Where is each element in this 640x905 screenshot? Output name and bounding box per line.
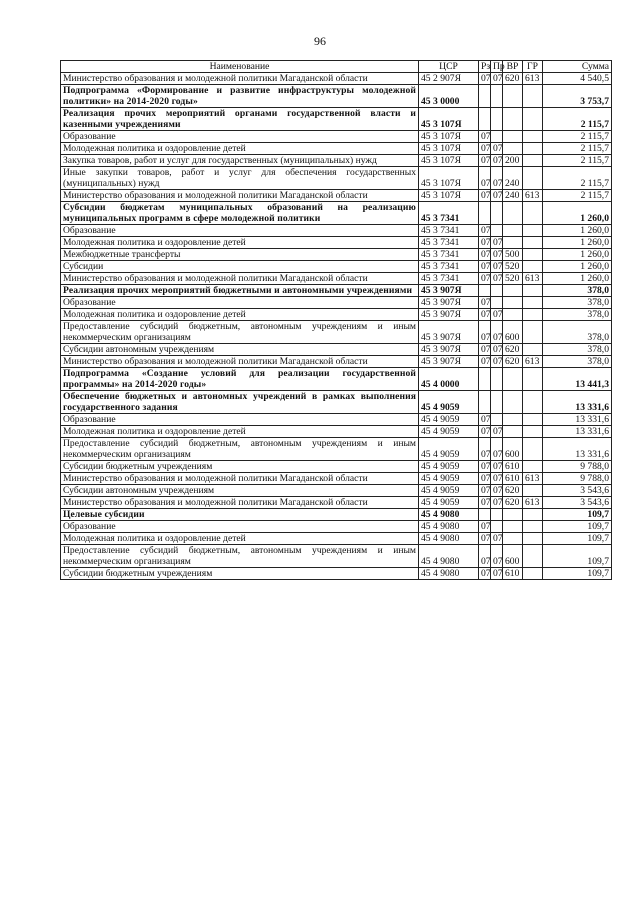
cell-sum: 378,0 xyxy=(543,285,612,297)
cell-csr: 45 4 9059 xyxy=(419,485,479,497)
cell-gr xyxy=(523,485,543,497)
cell-rz: 07 xyxy=(479,545,491,568)
cell-pr: 07 xyxy=(491,545,503,568)
cell-csr: 45 4 9059 xyxy=(419,438,479,461)
table-row xyxy=(61,485,612,497)
cell-sum: 2 115,7 xyxy=(543,143,612,155)
table-row xyxy=(61,545,612,568)
cell-gr xyxy=(523,143,543,155)
cell-sum: 2 115,7 xyxy=(543,155,612,167)
cell-name: Целевые субсидии xyxy=(61,509,419,521)
cell-name: Министерство образования и молодежной политики Магаданской области xyxy=(61,356,419,368)
cell-csr: 45 3 907Я xyxy=(419,344,479,356)
cell-vr: 600 xyxy=(503,545,523,568)
table-row xyxy=(61,85,612,108)
cell-rz: 07 xyxy=(479,533,491,545)
cell-rz: 07 xyxy=(479,497,491,509)
table-row xyxy=(61,237,612,249)
cell-rz: 07 xyxy=(479,309,491,321)
table-row xyxy=(61,309,612,321)
cell-rz: 07 xyxy=(479,155,491,167)
cell-csr: 45 4 9059 xyxy=(419,473,479,485)
cell-sum: 9 788,0 xyxy=(543,473,612,485)
cell-pr xyxy=(491,414,503,426)
cell-rz xyxy=(479,368,491,391)
cell-sum: 378,0 xyxy=(543,344,612,356)
cell-pr xyxy=(491,85,503,108)
cell-rz xyxy=(479,285,491,297)
cell-sum: 1 260,0 xyxy=(543,237,612,249)
cell-pr xyxy=(491,225,503,237)
cell-rz: 07 xyxy=(479,414,491,426)
table-row xyxy=(61,249,612,261)
table-row xyxy=(61,261,612,273)
cell-vr: 620 xyxy=(503,497,523,509)
cell-name: Реализация прочих мероприятий органами государственной власти и казенными учреждениями xyxy=(61,108,419,131)
cell-pr: 07 xyxy=(491,473,503,485)
cell-sum: 1 260,0 xyxy=(543,261,612,273)
cell-vr: 600 xyxy=(503,321,523,344)
table-row xyxy=(61,414,612,426)
cell-vr: 520 xyxy=(503,261,523,273)
cell-sum: 2 115,7 xyxy=(543,108,612,131)
cell-sum: 1 260,0 xyxy=(543,202,612,225)
cell-vr: 620 xyxy=(503,344,523,356)
cell-gr xyxy=(523,167,543,190)
cell-sum: 3 753,7 xyxy=(543,85,612,108)
cell-name: Образование xyxy=(61,131,419,143)
cell-vr xyxy=(503,533,523,545)
cell-gr xyxy=(523,202,543,225)
cell-name: Образование xyxy=(61,297,419,309)
header-sum: Сумма xyxy=(543,61,612,73)
header-vr: ВР xyxy=(503,61,523,73)
cell-name: Молодежная политика и оздоровление детей xyxy=(61,143,419,155)
cell-pr: 07 xyxy=(491,237,503,249)
cell-csr: 45 3 907Я xyxy=(419,297,479,309)
cell-rz: 07 xyxy=(479,344,491,356)
cell-rz xyxy=(479,108,491,131)
table-row xyxy=(61,297,612,309)
table-row xyxy=(61,155,612,167)
cell-sum: 1 260,0 xyxy=(543,273,612,285)
cell-gr xyxy=(523,131,543,143)
cell-pr xyxy=(491,202,503,225)
cell-sum: 2 115,7 xyxy=(543,167,612,190)
cell-csr: 45 4 9080 xyxy=(419,545,479,568)
cell-sum: 378,0 xyxy=(543,297,612,309)
cell-csr: 45 4 9080 xyxy=(419,533,479,545)
cell-pr xyxy=(491,368,503,391)
cell-name: Обеспечение бюджетных и автономных учреждений в рамках выполнения государственного задания xyxy=(61,391,419,414)
cell-gr xyxy=(523,225,543,237)
cell-gr xyxy=(523,297,543,309)
table-header-row xyxy=(61,61,612,73)
cell-name: Предоставление субсидий бюджетным, автономным учреждениям и иным некоммерческим организациям xyxy=(61,438,419,461)
cell-csr: 45 4 9080 xyxy=(419,568,479,580)
table-row xyxy=(61,356,612,368)
cell-pr: 07 xyxy=(491,533,503,545)
table-row xyxy=(61,321,612,344)
table-row xyxy=(61,473,612,485)
cell-gr: 613 xyxy=(523,273,543,285)
cell-csr: 45 3 7341 xyxy=(419,273,479,285)
cell-gr xyxy=(523,344,543,356)
cell-gr xyxy=(523,509,543,521)
cell-pr: 07 xyxy=(491,167,503,190)
cell-gr xyxy=(523,309,543,321)
cell-pr: 07 xyxy=(491,568,503,580)
cell-pr: 07 xyxy=(491,485,503,497)
cell-vr xyxy=(503,297,523,309)
cell-rz: 07 xyxy=(479,426,491,438)
table-row xyxy=(61,202,612,225)
cell-gr xyxy=(523,368,543,391)
table-row xyxy=(61,190,612,202)
cell-csr: 45 3 107Я xyxy=(419,155,479,167)
cell-gr: 613 xyxy=(523,190,543,202)
cell-csr: 45 4 9059 xyxy=(419,391,479,414)
header-name: Наименование xyxy=(61,61,419,73)
table-row xyxy=(61,108,612,131)
cell-pr xyxy=(491,509,503,521)
cell-rz: 07 xyxy=(479,237,491,249)
cell-gr: 613 xyxy=(523,497,543,509)
cell-gr: 613 xyxy=(523,473,543,485)
cell-pr: 07 xyxy=(491,261,503,273)
cell-rz: 07 xyxy=(479,321,491,344)
cell-pr: 07 xyxy=(491,426,503,438)
cell-name: Закупка товаров, работ и услуг для государственных (муниципальных) нужд xyxy=(61,155,419,167)
cell-name: Образование xyxy=(61,225,419,237)
cell-vr: 600 xyxy=(503,438,523,461)
cell-csr: 45 3 7341 xyxy=(419,261,479,273)
cell-gr xyxy=(523,414,543,426)
cell-vr: 240 xyxy=(503,167,523,190)
cell-pr: 07 xyxy=(491,356,503,368)
cell-csr: 45 3 107Я xyxy=(419,190,479,202)
table-row xyxy=(61,143,612,155)
table-row xyxy=(61,426,612,438)
cell-vr xyxy=(503,202,523,225)
cell-name: Субсидии автономным учреждениям xyxy=(61,485,419,497)
cell-gr xyxy=(523,521,543,533)
cell-vr xyxy=(503,237,523,249)
cell-sum: 3 543,6 xyxy=(543,485,612,497)
cell-rz xyxy=(479,509,491,521)
cell-name: Субсидии бюджетам муниципальных образований на реализацию муниципальных программ в сфере молодежной политики xyxy=(61,202,419,225)
cell-csr: 45 4 9059 xyxy=(419,497,479,509)
cell-sum: 109,7 xyxy=(543,533,612,545)
cell-vr: 240 xyxy=(503,190,523,202)
table-row xyxy=(61,521,612,533)
cell-gr xyxy=(523,237,543,249)
cell-csr: 45 3 907Я xyxy=(419,285,479,297)
cell-sum: 378,0 xyxy=(543,356,612,368)
cell-name: Подпрограмма «Формирование и развитие инфраструктуры молодежной политики» на 2014-2020 годы» xyxy=(61,85,419,108)
cell-rz: 07 xyxy=(479,356,491,368)
cell-name: Субсидии xyxy=(61,261,419,273)
cell-sum: 378,0 xyxy=(543,309,612,321)
table-row xyxy=(61,509,612,521)
cell-pr: 07 xyxy=(491,344,503,356)
cell-rz: 07 xyxy=(479,131,491,143)
cell-csr: 45 3 7341 xyxy=(419,237,479,249)
cell-name: Иные закупки товаров, работ и услуг для обеспечения государственных (муниципальных) нужд xyxy=(61,167,419,190)
cell-sum: 3 543,6 xyxy=(543,497,612,509)
cell-sum: 109,7 xyxy=(543,545,612,568)
cell-csr: 45 4 9059 xyxy=(419,461,479,473)
cell-gr xyxy=(523,155,543,167)
cell-name: Предоставление субсидий бюджетным, автономным учреждениям и иным некоммерческим организациям xyxy=(61,545,419,568)
cell-rz xyxy=(479,202,491,225)
cell-rz: 07 xyxy=(479,73,491,85)
cell-pr: 07 xyxy=(491,73,503,85)
cell-pr xyxy=(491,108,503,131)
cell-vr: 200 xyxy=(503,155,523,167)
cell-name: Молодежная политика и оздоровление детей xyxy=(61,533,419,545)
cell-name: Субсидии бюджетным учреждениям xyxy=(61,568,419,580)
cell-sum: 378,0 xyxy=(543,321,612,344)
cell-name: Межбюджетные трансферты xyxy=(61,249,419,261)
cell-gr xyxy=(523,249,543,261)
cell-rz: 07 xyxy=(479,249,491,261)
cell-rz xyxy=(479,391,491,414)
cell-csr: 45 4 9080 xyxy=(419,509,479,521)
cell-pr: 07 xyxy=(491,461,503,473)
cell-rz: 07 xyxy=(479,225,491,237)
cell-vr xyxy=(503,414,523,426)
cell-vr xyxy=(503,225,523,237)
cell-vr: 610 xyxy=(503,473,523,485)
cell-csr: 45 3 107Я xyxy=(419,143,479,155)
cell-rz: 07 xyxy=(479,438,491,461)
cell-sum: 4 540,5 xyxy=(543,73,612,85)
cell-vr xyxy=(503,131,523,143)
table-row xyxy=(61,461,612,473)
cell-sum: 2 115,7 xyxy=(543,190,612,202)
cell-vr: 620 xyxy=(503,356,523,368)
header-gr: ГР xyxy=(523,61,543,73)
cell-pr: 07 xyxy=(491,190,503,202)
table-row xyxy=(61,285,612,297)
cell-vr: 520 xyxy=(503,273,523,285)
table-row xyxy=(61,438,612,461)
table-row xyxy=(61,167,612,190)
cell-name: Предоставление субсидий бюджетным, автономным учреждениям и иным некоммерческим организациям xyxy=(61,321,419,344)
table-row xyxy=(61,344,612,356)
cell-gr xyxy=(523,533,543,545)
header-csr: ЦСР xyxy=(419,61,479,73)
cell-vr xyxy=(503,426,523,438)
cell-csr: 45 3 7341 xyxy=(419,225,479,237)
cell-name: Молодежная политика и оздоровление детей xyxy=(61,237,419,249)
cell-pr: 07 xyxy=(491,249,503,261)
table-row xyxy=(61,568,612,580)
budget-table xyxy=(60,60,612,580)
cell-csr: 45 3 907Я xyxy=(419,356,479,368)
cell-pr: 07 xyxy=(491,438,503,461)
cell-name: Субсидии автономным учреждениям xyxy=(61,344,419,356)
cell-name: Подпрограмма «Создание условий для реализации государственной программы» на 2014-2020 годы» xyxy=(61,368,419,391)
cell-gr xyxy=(523,426,543,438)
cell-csr: 45 3 907Я xyxy=(419,309,479,321)
table-row xyxy=(61,497,612,509)
cell-rz: 07 xyxy=(479,568,491,580)
cell-pr xyxy=(491,297,503,309)
cell-vr xyxy=(503,521,523,533)
cell-rz: 07 xyxy=(479,273,491,285)
cell-csr: 45 4 9059 xyxy=(419,414,479,426)
cell-gr xyxy=(523,85,543,108)
cell-gr xyxy=(523,568,543,580)
cell-pr xyxy=(491,391,503,414)
cell-name: Министерство образования и молодежной политики Магаданской области xyxy=(61,473,419,485)
cell-pr xyxy=(491,131,503,143)
cell-csr: 45 3 7341 xyxy=(419,249,479,261)
cell-csr: 45 3 107Я xyxy=(419,167,479,190)
cell-rz: 07 xyxy=(479,143,491,155)
cell-name: Субсидии бюджетным учреждениям xyxy=(61,461,419,473)
cell-sum: 109,7 xyxy=(543,509,612,521)
table-row xyxy=(61,225,612,237)
cell-pr: 07 xyxy=(491,309,503,321)
cell-name: Министерство образования и молодежной политики Магаданской области xyxy=(61,190,419,202)
page-number: 96 xyxy=(314,34,326,48)
cell-sum: 13 331,6 xyxy=(543,438,612,461)
cell-gr xyxy=(523,461,543,473)
cell-name: Молодежная политика и оздоровление детей xyxy=(61,309,419,321)
cell-csr: 45 3 7341 xyxy=(419,202,479,225)
cell-vr xyxy=(503,85,523,108)
cell-rz: 07 xyxy=(479,261,491,273)
cell-gr xyxy=(523,321,543,344)
cell-pr: 07 xyxy=(491,273,503,285)
cell-sum: 109,7 xyxy=(543,521,612,533)
cell-pr: 07 xyxy=(491,143,503,155)
cell-rz: 07 xyxy=(479,167,491,190)
cell-name: Образование xyxy=(61,414,419,426)
cell-sum: 13 441,3 xyxy=(543,368,612,391)
cell-name: Министерство образования и молодежной политики Магаданской области xyxy=(61,497,419,509)
cell-pr: 07 xyxy=(491,321,503,344)
cell-csr: 45 3 907Я xyxy=(419,321,479,344)
cell-vr xyxy=(503,391,523,414)
cell-vr xyxy=(503,509,523,521)
cell-name: Образование xyxy=(61,521,419,533)
cell-name: Молодежная политика и оздоровление детей xyxy=(61,426,419,438)
table-row xyxy=(61,533,612,545)
cell-rz xyxy=(479,85,491,108)
cell-rz: 07 xyxy=(479,190,491,202)
cell-gr xyxy=(523,545,543,568)
cell-gr xyxy=(523,261,543,273)
cell-vr: 610 xyxy=(503,461,523,473)
cell-gr xyxy=(523,285,543,297)
cell-vr xyxy=(503,309,523,321)
cell-vr: 500 xyxy=(503,249,523,261)
cell-rz: 07 xyxy=(479,521,491,533)
table-row xyxy=(61,273,612,285)
cell-sum: 13 331,6 xyxy=(543,414,612,426)
header-pr: Пр xyxy=(491,61,503,73)
cell-rz: 07 xyxy=(479,485,491,497)
cell-pr xyxy=(491,521,503,533)
cell-sum: 109,7 xyxy=(543,568,612,580)
cell-pr: 07 xyxy=(491,497,503,509)
header-rz: Рз xyxy=(479,61,491,73)
cell-csr: 45 4 9059 xyxy=(419,426,479,438)
cell-csr: 45 3 107Я xyxy=(419,131,479,143)
table-row xyxy=(61,131,612,143)
cell-sum: 1 260,0 xyxy=(543,225,612,237)
cell-vr xyxy=(503,285,523,297)
cell-name: Министерство образования и молодежной политики Магаданской области xyxy=(61,73,419,85)
cell-rz: 07 xyxy=(479,297,491,309)
cell-pr: 07 xyxy=(491,155,503,167)
cell-vr: 620 xyxy=(503,485,523,497)
cell-gr xyxy=(523,438,543,461)
cell-csr: 45 3 0000 xyxy=(419,85,479,108)
cell-csr: 45 3 107Я xyxy=(419,108,479,131)
table-row xyxy=(61,391,612,414)
cell-gr: 613 xyxy=(523,356,543,368)
cell-rz: 07 xyxy=(479,461,491,473)
cell-csr: 45 2 907Я xyxy=(419,73,479,85)
cell-vr: 610 xyxy=(503,568,523,580)
cell-pr xyxy=(491,285,503,297)
cell-rz: 07 xyxy=(479,473,491,485)
cell-sum: 9 788,0 xyxy=(543,461,612,473)
cell-sum: 13 331,6 xyxy=(543,426,612,438)
cell-vr xyxy=(503,368,523,391)
cell-name: Реализация прочих мероприятий бюджетными и автономными учреждениями xyxy=(61,285,419,297)
cell-sum: 13 331,6 xyxy=(543,391,612,414)
cell-vr xyxy=(503,108,523,131)
cell-gr xyxy=(523,391,543,414)
cell-csr: 45 4 0000 xyxy=(419,368,479,391)
cell-sum: 2 115,7 xyxy=(543,131,612,143)
cell-gr xyxy=(523,108,543,131)
cell-name: Министерство образования и молодежной политики Магаданской области xyxy=(61,273,419,285)
cell-gr: 613 xyxy=(523,73,543,85)
cell-vr: 620 xyxy=(503,73,523,85)
cell-csr: 45 4 9080 xyxy=(419,521,479,533)
table-row xyxy=(61,73,612,85)
cell-sum: 1 260,0 xyxy=(543,249,612,261)
cell-vr xyxy=(503,143,523,155)
table-row xyxy=(61,368,612,391)
